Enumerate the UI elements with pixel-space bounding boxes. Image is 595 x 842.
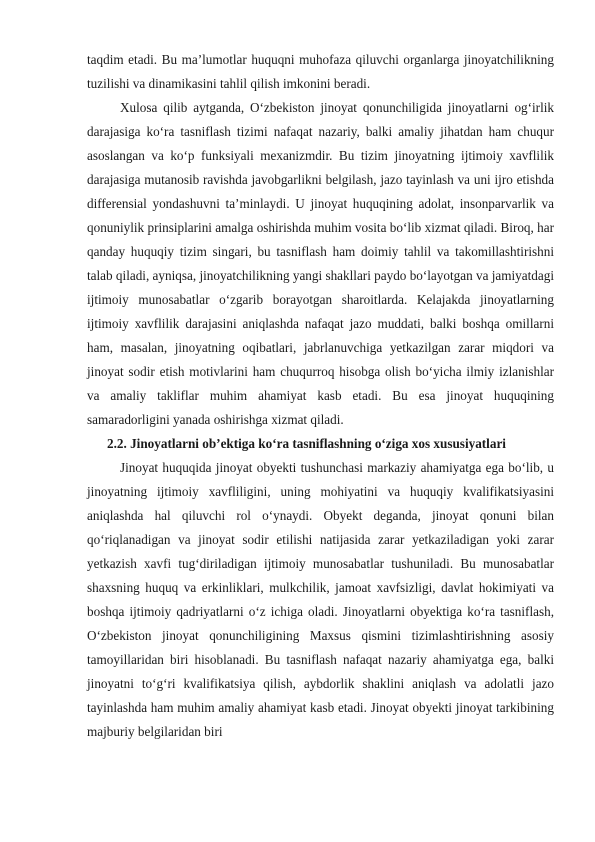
section-heading: 2.2. Jinoyatlarni ob’ektiga ko‘ra tasniflashning o‘ziga xos xususiyatlari	[107, 436, 506, 451]
document-body	[87, 48, 554, 744]
paragraph-conclusion: Xulosa qilib aytganda, O‘zbekiston jinoyat qonunchiligida jinoyatlarni og‘irlik darajasiga ko‘ra tasniflash tizimi nafaqat nazariy, balki amaliy jihatdan ham chuqur asoslangan va ko‘p funksiyali mexanizmdir. Bu tizim jinoyatning ijtimoiy xavflilik darajasiga mutanosib ravishda javobgarlikni belgilash, jazo tayinlash va uni ijro etishda differensial yondashuvni ta’minlaydi. U jinoyat huquqining adolat, insonparvarlik va qonuniylik prinsiplarini amalga oshirishda muhim vosita bo‘lib xizmat qiladi. Biroq, har qanday huquqiy tizim singari, bu tasniflash ham doimiy tahlil va takomillashtirishni talab qiladi, ayniqsa, jinoyatchilikning yangi shakllari paydo bo‘layotgan va jamiyatdagi ijtimoiy munosabatlar o‘zgarib borayotgan sharoitlarda. Kelajakda jinoyatlarning ijtimoiy xavflilik darajasini aniqlashda nafaqat jazo muddati, balki boshqa omillarni ham, masalan, jinoyatning oqibatlari, jabrlanuvchiga yetkazilgan zarar miqdori va jinoyat sodir etish motivlarini ham chuqurroq hisobga olish bo‘yicha ilmiy izlanishlar va amaliy takliflar muhim ahamiyat kasb etadi. Bu esa jinoyat huquqining samaradorligini yanada oshirishga xizmat qiladi.	[87, 100, 554, 427]
paragraph-object-classification: Jinoyat huquqida jinoyat obyekti tushunchasi markaziy ahamiyatga ega bo‘lib, u jinoyatning ijtimoiy xavfliligini, uning mohiyatini va huquqiy kvalifikatsiyasini aniqlashda hal qiluvchi rol o‘ynaydi. Obyekt deganda, jinoyat qonuni bilan qo‘riqlanadigan va jinoyat sodir etilishi natijasida zarar yetkaziladigan yoki zarar yetkazish xavfi tug‘diriladigan ijtimoiy munosabatlar tushuniladi. Bu munosabatlar shaxsning huquq va erkinliklari, mulkchilik, jamoat xavfsizligi, davlat hokimiyati va boshqa ijtimoiy qadriyatlarni o‘z ichiga oladi. Jinoyatlarni obyektiga ko‘ra tasniflash, O‘zbekiston jinoyat qonunchiligining Maxsus qismini tizimlashtirishning asosiy tamoyillaridan biri hisoblanadi. Bu tasniflash nafaqat nazariy ahamiyatga ega, balki jinoyatni to‘g‘ri kvalifikatsiya qilish, aybdorlik shaklini aniqlash va adolatli jazo tayinlashda ham muhim amaliy ahamiyat kasb etadi. Jinoyat obyekti jinoyat tarkibining majburiy belgilaridan biri	[87, 460, 554, 739]
paragraph-continuation: taqdim etadi. Bu ma’lumotlar huquqni muhofaza qiluvchi organlarga jinoyatchilikning tuzilishi va dinamikasini tahlil qilish imkonini beradi.	[87, 52, 554, 91]
